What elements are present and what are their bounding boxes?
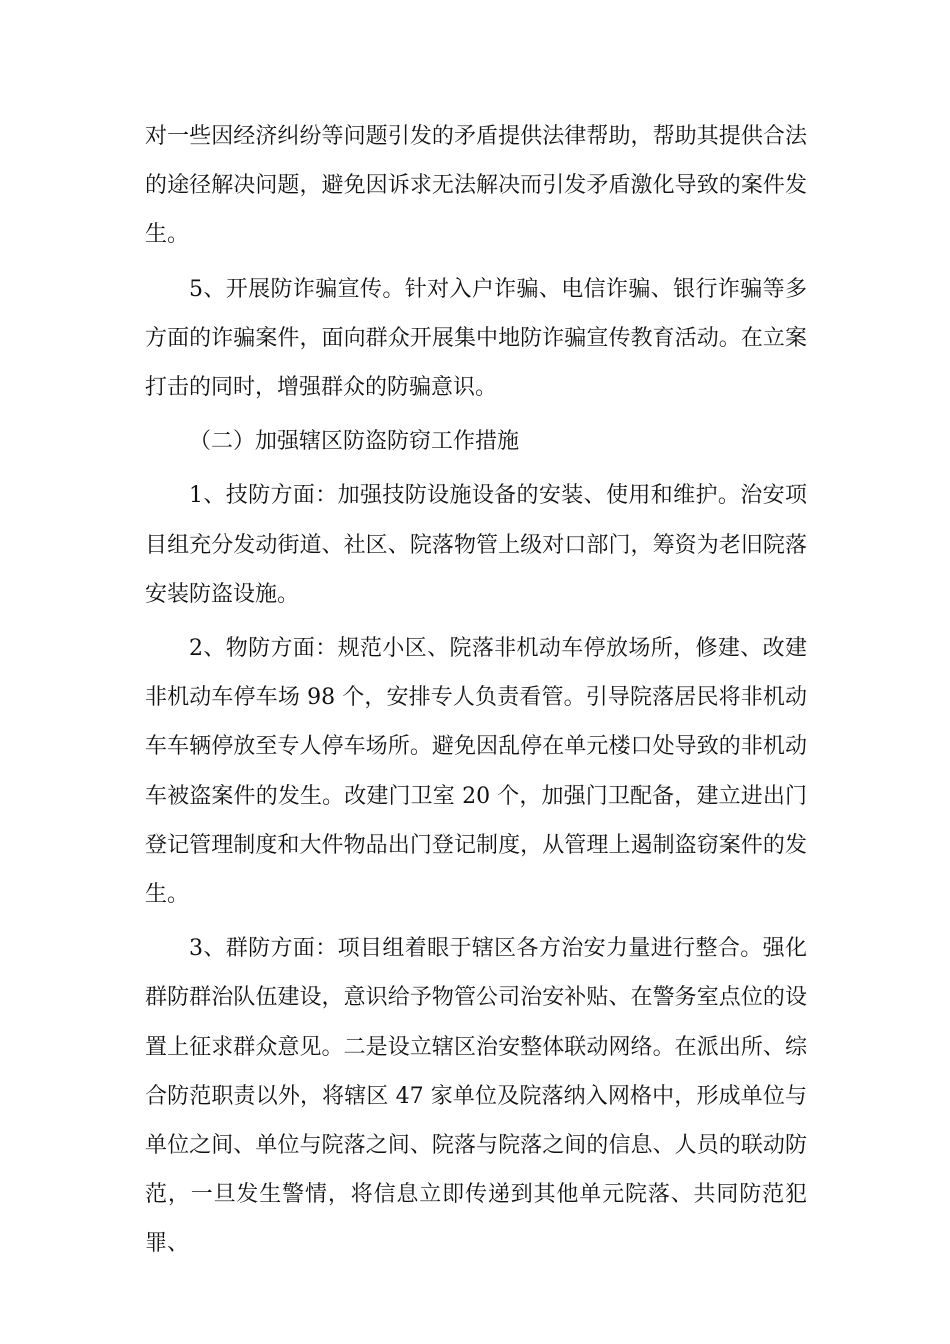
- section-heading: （二）加强辖区防盗防窃工作措施: [189, 429, 520, 455]
- paragraph-continuation: 对一些因经济纠纷等问题引发的矛盾提供法律帮助，帮助其提供合法的途径解决问题，避免因诉求无法解决而引发矛盾激化导致的案件发生。: [145, 124, 807, 248]
- paragraph-tech-defense: 1、技防方面：加强技防设施设备的安装、使用和维护。治安项目组充分发动街道、社区、院落物管上级对口部门，筹资为老旧院落安装防盗设施。: [145, 483, 807, 607]
- document-body: [145, 112, 807, 1274]
- paragraph-anti-fraud: 5、开展防诈骗宣传。针对入户诈骗、电信诈骗、银行诈骗等多方面的诈骗案件，面向群众开展集中地防诈骗宣传教育活动。在立案打击的同时，增强群众的防骗意识。: [145, 276, 807, 401]
- paragraph-group-defense: 3、群防方面：项目组着眼于辖区各方治安力量进行整合。强化群防群治队伍建设，意识给予物管公司治安补贴、在警务室点位的设置上征求群众意见。二是设立辖区治安整体联动网络。在派出所、综合防范职责以外，将辖区 47 家单位及院落纳入网格中，形成单位与单位之间、单位与院落之间、院落与院落之间的信息、人员的联动防范，一旦发生警情，将信息立即传递到其他单元院落、共同防范犯罪、: [145, 936, 807, 1257]
- paragraph-physical-defense: 2、物防方面：规范小区、院落非机动车停放场所，修建、改建非机动车停车场 98 个，安排专人负责看管。引导院落居民将非机动车车辆停放至专人停车场所。避免因乱停在单元楼口处导致的非机动车被盗案件的发生。改建门卫室 20 个，加强门卫配备，建立进出门登记管理制度和大件物品出门登记制度，从管理上遏制盗窃案件的发生。: [145, 636, 807, 908]
